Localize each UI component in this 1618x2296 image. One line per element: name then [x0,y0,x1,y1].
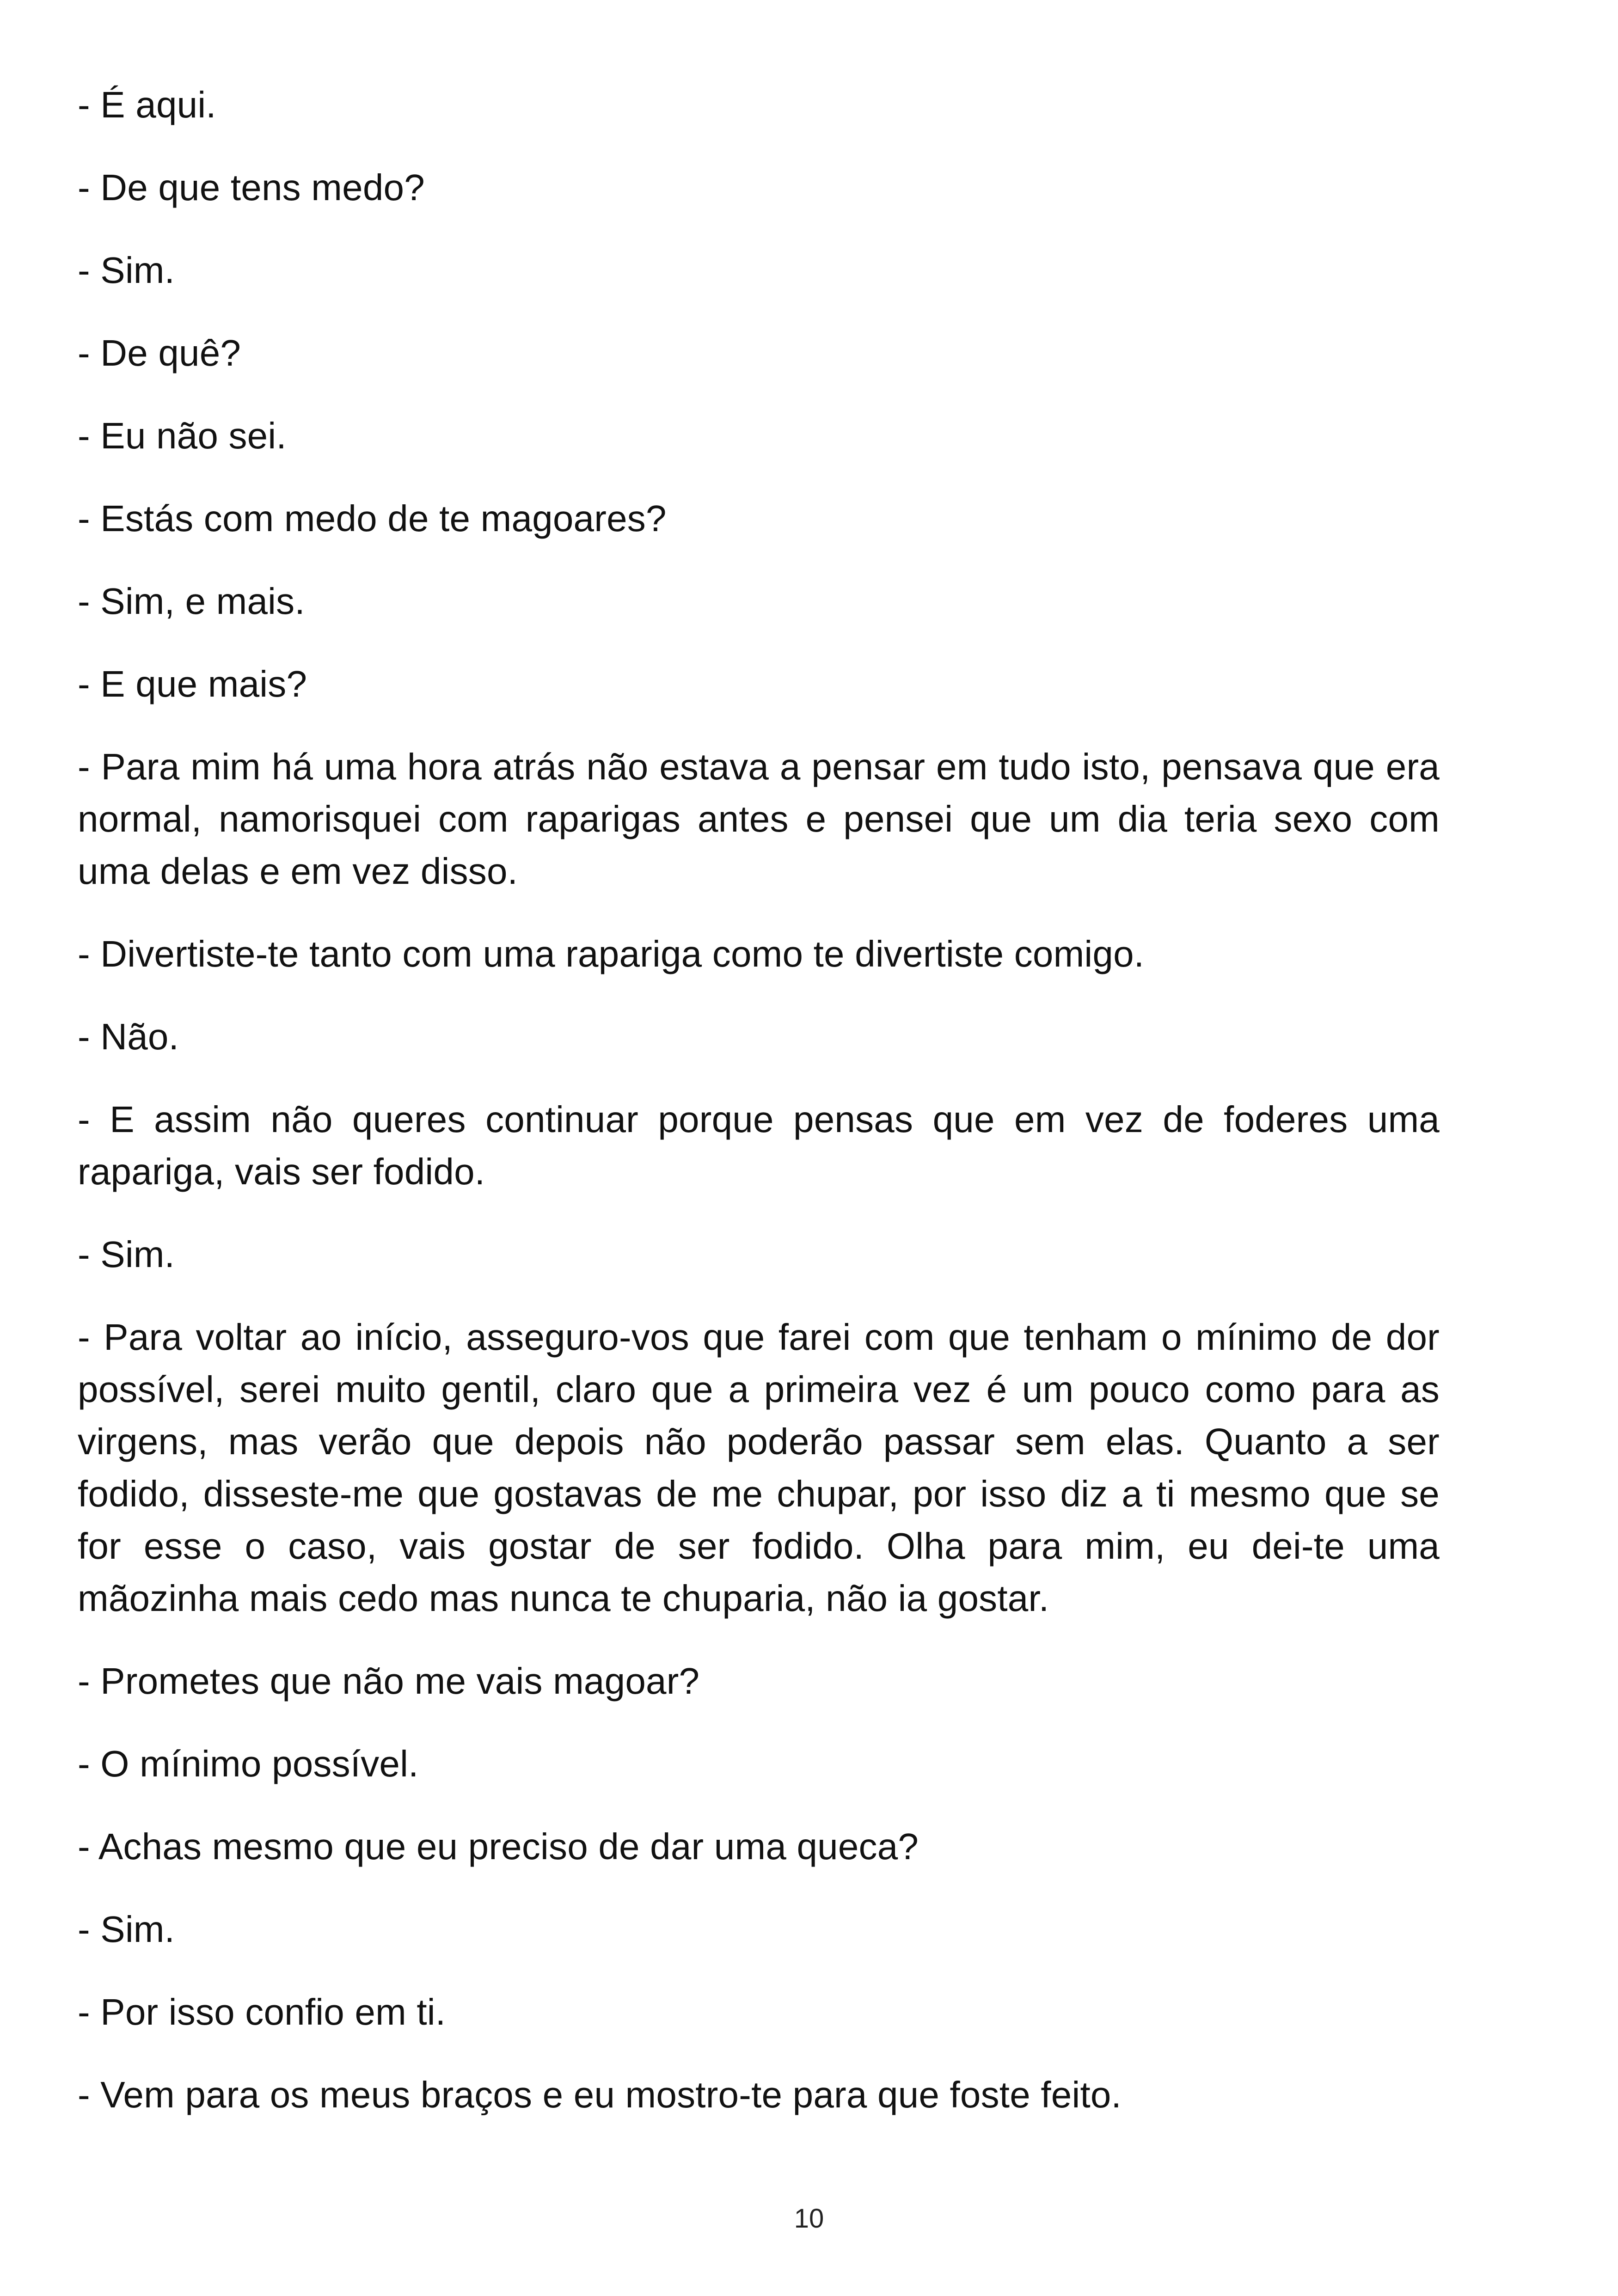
paragraph: - De que tens medo? [78,167,425,208]
paragraph: - O mínimo possível. [78,1743,419,1784]
paragraph: - Sim. [78,1234,175,1275]
paragraph: - Divertiste-te tanto com uma rapariga como te divertiste comigo. [78,933,1145,974]
paragraph: - É aqui. [78,84,216,125]
paragraph: - Estás com medo de te magoares? [78,498,667,539]
paragraph: - Não. [78,1016,179,1057]
paragraph: - Vem para os meus braços e eu mostro-te para que foste feito. [78,2074,1122,2115]
paragraph: - De quê? [78,332,241,373]
paragraph: - Sim, e mais. [78,581,305,622]
paragraph: - E que mais? [78,663,307,704]
paragraph: - Para mim há uma hora atrás não estava a pensar em tudo isto, pensava que era normal, namorisquei com raparigas antes e pensei que um dia teria sexo com uma delas e em vez disso. [78,746,1440,892]
body-text [78,79,1440,2151]
page-number: 10 [794,2204,824,2234]
paragraph: - Sim. [78,250,175,291]
paragraph: - Sim. [78,1909,175,1950]
paragraph: - E assim não queres continuar porque pensas que em vez de foderes uma rapariga, vais ser fodido. [78,1099,1440,1192]
paragraph: - Eu não sei. [78,415,287,456]
paragraph: - Para voltar ao início, asseguro-vos que farei com que tenham o mínimo de dor possível, serei muito gentil, claro que a primeira vez é um pouco como para as virgens, mas verão que depois não poderão passar sem elas. Quanto a ser fodido, disseste-me que gostavas de me chupar, por isso diz a ti mesmo que se for esse o caso, vais gostar de ser fodido. Olha para mim, eu dei-te uma mãozinha mais cedo mas nunca te chuparia, não ia gostar. [78,1316,1440,1619]
paragraph: - Prometes que não me vais magoar? [78,1660,700,1702]
paragraph: - Achas mesmo que eu preciso de dar uma queca? [78,1826,919,1867]
paragraph: - Por isso confio em ti. [78,1991,446,2033]
